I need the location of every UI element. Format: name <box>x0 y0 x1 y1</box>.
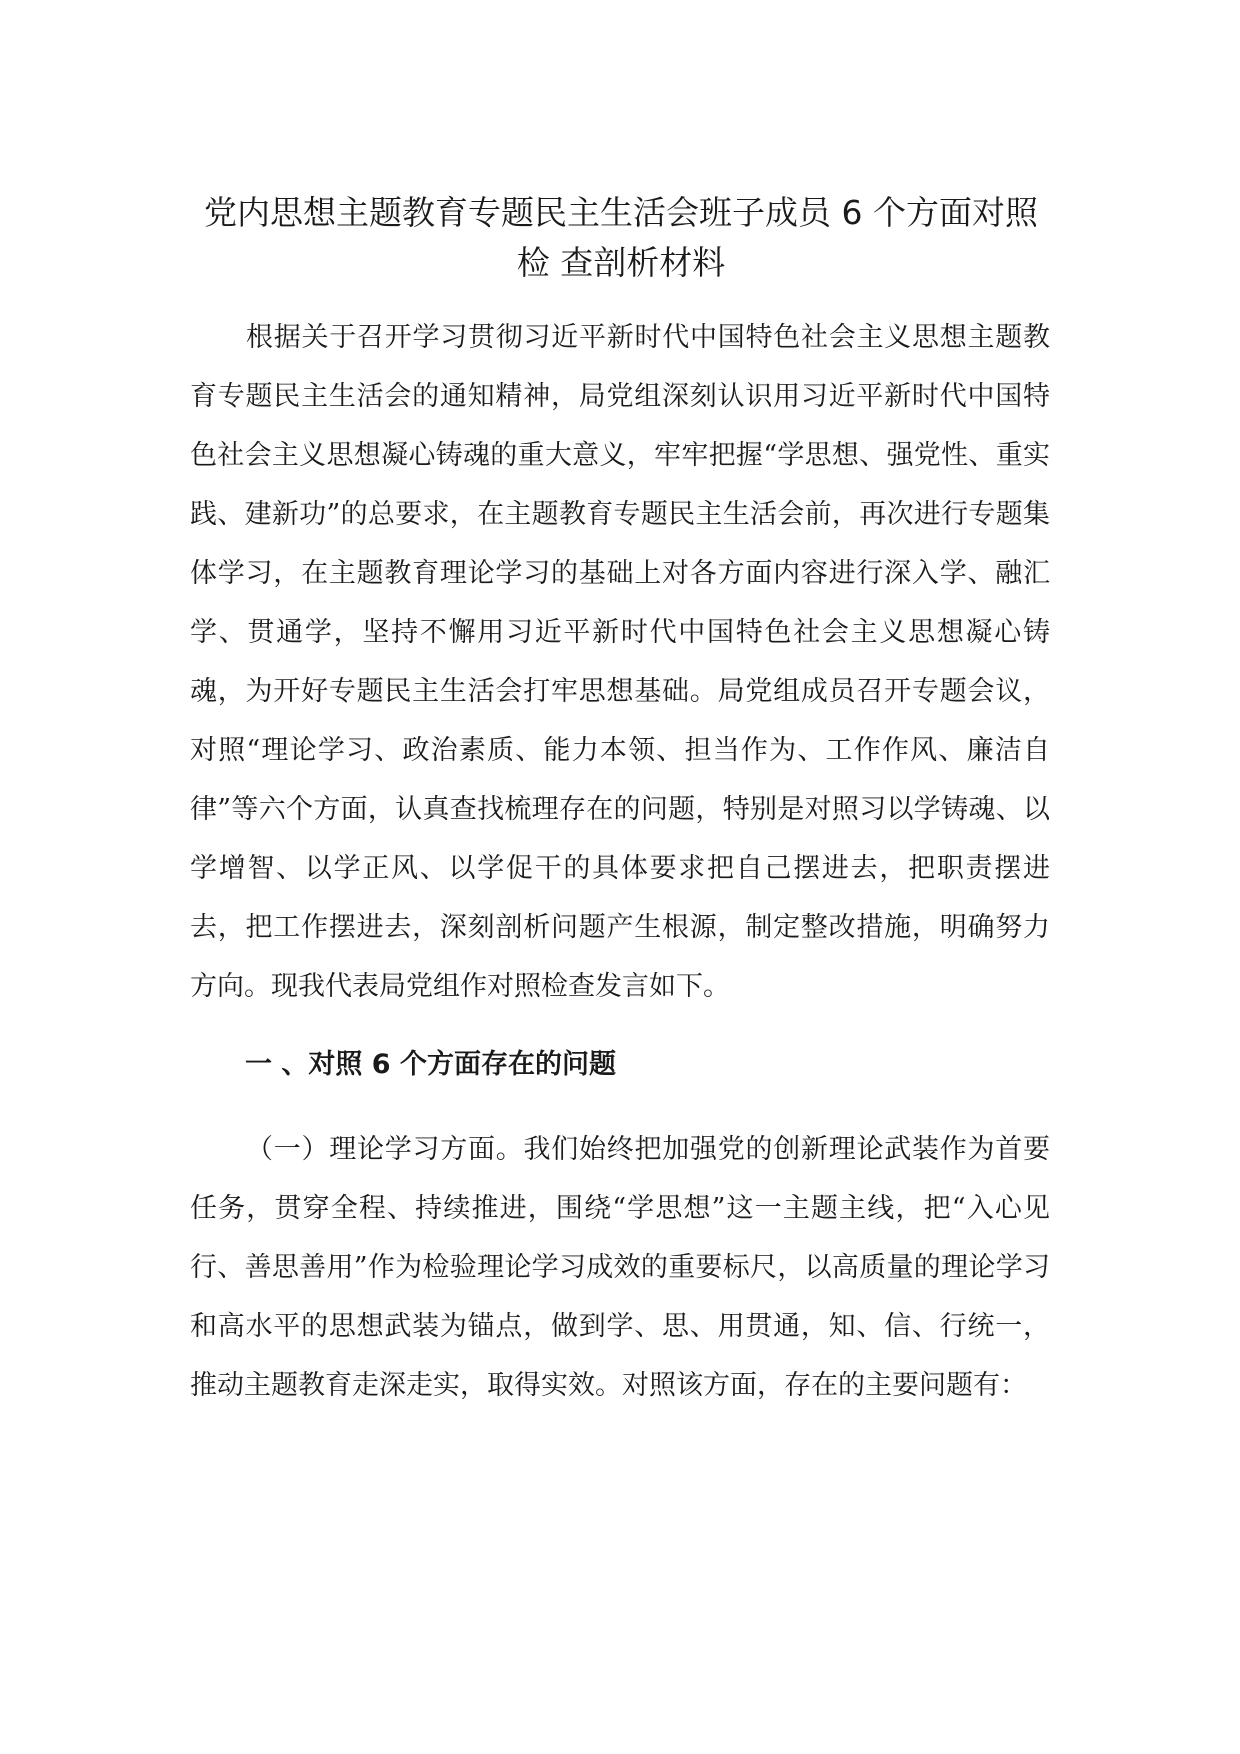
intro-paragraph: 根据关于召开学习贯彻习近平新时代中国特色社会主义思想主题教育专题民主生活会的通知精神，局党组深刻认识用习近平新时代中国特色社会主义思想凝心铸魂的重大意义，牢牢把握“学思想、强党性、重实践、建新功”的总要求，在主题教育专题民主生活会前，再次进行专题集体学习，在主题教育理论学习的基础上对各方面内容进行深入学、融汇学、贯通学，坚持不懈用习近平新时代中国特色社会主义思想凝心铸魂，为开好专题民主生活会打牢思想基础。局党组成员召开专题会议，对照“理论学习、政治素质、能力本领、担当作为、工作作风、廉洁自律”等六个方面，认真查找梳理存在的问题，特别是对照习以学铸魂、以学增智、以学正风、以学促干的具体要求把自己摆进去，把职责摆进去，把工作摆进去，深刻剖析问题产生根源，制定整改措施，明确努力方向。现我代表局党组作对照检查发言如下。 <box>190 322 1050 1002</box>
section-heading: 一 、对照 6 个方面存在的问题 <box>245 1049 616 1080</box>
section-paragraph: （一）理论学习方面。我们始终把加强党的创新理论武装作为首要任务，贯穿全程、持续推进，围绕“学思想”这一主题主线，把“入心见行、善思善用”作为检验理论学习成效的重要标尺，以高质量的理论学习和高水平的思想武装为锚点，做到学、思、用贯通，知、信、行统一，推动主题教育走深走实，取得实效。对照该方面，存在的主要问题有： <box>190 1134 1050 1401</box>
document-title <box>186 188 1056 288</box>
title-line-1: 党内思想主题教育专题民主生活会班子成员 6 个方面对照 <box>204 193 1038 232</box>
title-line-2: 检 查剖析材料 <box>516 243 726 282</box>
